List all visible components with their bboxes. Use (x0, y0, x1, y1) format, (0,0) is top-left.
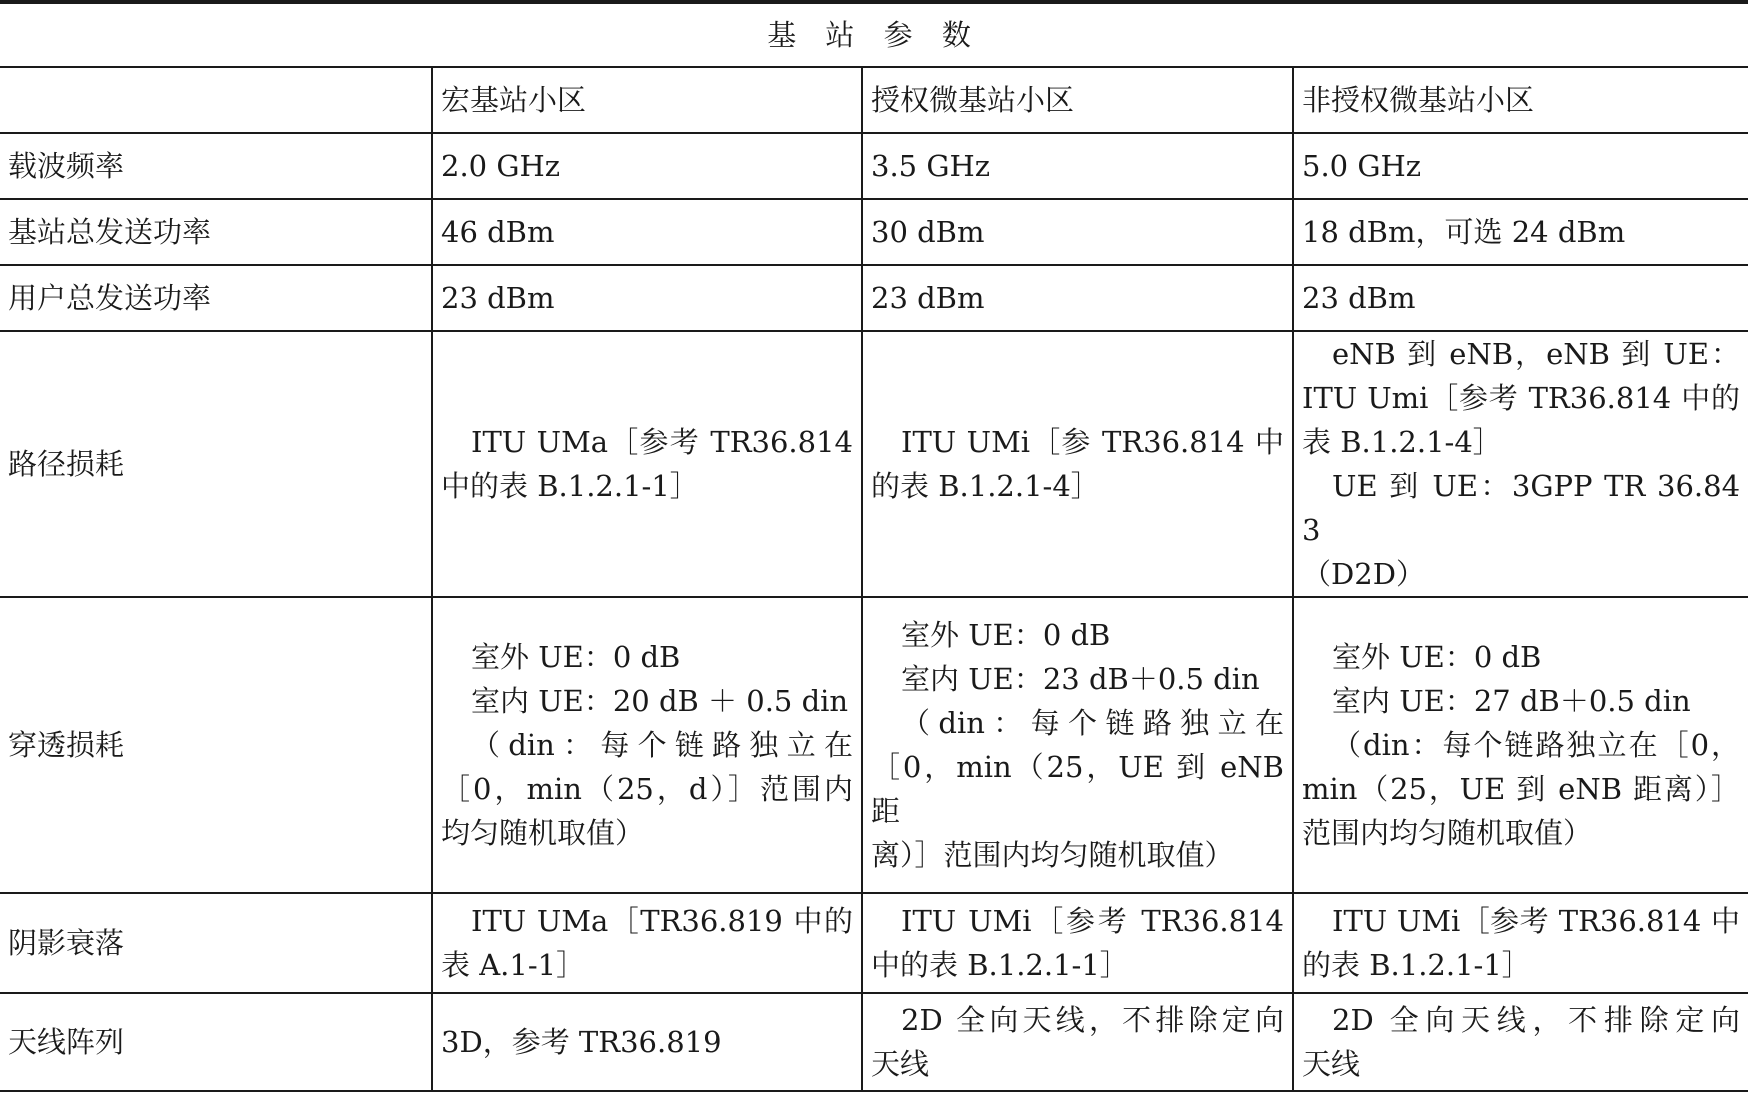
table-cell (1293, 331, 1748, 597)
header-corner (0, 67, 432, 133)
cell-line: ITU UMi［参 TR36.814 中 (901, 425, 1284, 459)
table-title-row (0, 4, 1748, 67)
table-cell (1293, 993, 1748, 1091)
cell-line: 中的表 B.1.2.1-1］ (441, 469, 699, 503)
table-cell (432, 331, 862, 597)
table-header-row (0, 67, 1748, 133)
cell-line: min（25，UE 到 eNB 距离）］ (1302, 772, 1741, 806)
cell-line: ITU Umi［参考 TR36.814 中的 (1302, 381, 1741, 415)
cell-line: （din：每个链路独立在 (901, 706, 1284, 740)
cell-line: 离）］范围内均匀随机取值） (871, 838, 1234, 872)
cell-line: ［0，min（25，d）］范围内 (441, 772, 853, 806)
cell-line: ITU UMi［参考 TR36.814 (901, 904, 1284, 938)
table-title: 基 站 参 数 (0, 4, 1748, 67)
table-cell: 23 dBm (862, 265, 1293, 331)
cell-line: （din：每个链路独立在［0， (1332, 728, 1741, 762)
header-unlicensed-micro-cell: 非授权微基站小区 (1293, 67, 1748, 133)
table-cell (862, 597, 1293, 893)
cell-line: ITU UMa［TR36.819 中的 (471, 904, 853, 938)
table-cell (1293, 893, 1748, 993)
cell-line: 表 B.1.2.1-4］ (1302, 425, 1502, 459)
table-cell: 5.0 GHz (1293, 133, 1748, 199)
table-row (0, 993, 1748, 1091)
table-cell (862, 993, 1293, 1091)
cell-line: eNB 到 eNB，eNB 到 UE： (1332, 337, 1741, 371)
row-label: 穿透损耗 (0, 597, 432, 893)
cell-line: 室内 UE：23 dB＋0.5 din (901, 662, 1260, 696)
cell-line: 室外 UE：0 dB (901, 618, 1111, 652)
cell-line: 天线 (871, 1047, 930, 1081)
cell-line: 2D 全向天线，不排除定向 (901, 1003, 1284, 1037)
table-cell (862, 893, 1293, 993)
cell-line: 中的表 B.1.2.1-1］ (871, 948, 1129, 982)
cell-line: 表 A.1-1］ (441, 948, 586, 982)
cell-line: 室外 UE：0 dB (1332, 640, 1542, 674)
cell-line: 天线 (1302, 1047, 1361, 1081)
cell-line: （din：每个链路独立在 (471, 728, 853, 762)
table-cell: 18 dBm，可选 24 dBm (1293, 199, 1748, 265)
table-cell: 23 dBm (432, 265, 862, 331)
table-row (0, 331, 1748, 597)
row-label: 用户总发送功率 (0, 265, 432, 331)
cell-line: ［0，min（25，UE 到 eNB 距 (871, 750, 1284, 828)
base-station-parameter-table (0, 4, 1748, 1092)
table-cell: 46 dBm (432, 199, 862, 265)
row-label: 基站总发送功率 (0, 199, 432, 265)
header-licensed-micro-cell: 授权微基站小区 (862, 67, 1293, 133)
table-cell: 3D，参考 TR36.819 (432, 993, 862, 1091)
table-cell (862, 331, 1293, 597)
cell-line: 的表 B.1.2.1-4］ (871, 469, 1100, 503)
row-label: 载波频率 (0, 133, 432, 199)
table-cell (432, 597, 862, 893)
cell-line: 2D 全向天线，不排除定向 (1332, 1003, 1741, 1037)
cell-line: 范围内均匀随机取值） (1302, 816, 1593, 850)
cell-line: 室内 UE：20 dB ＋ 0.5 din (471, 684, 849, 718)
cell-line: ITU UMa［参考 TR36.814 (471, 425, 853, 459)
table-cell (1293, 597, 1748, 893)
table-cell: 30 dBm (862, 199, 1293, 265)
table-row (0, 893, 1748, 993)
cell-line: 的表 B.1.2.1-1］ (1302, 948, 1531, 982)
table-cell: 2.0 GHz (432, 133, 862, 199)
row-label: 路径损耗 (0, 331, 432, 597)
cell-line: UE 到 UE：3GPP TR 36.843 (1302, 469, 1741, 547)
table-row (0, 199, 1748, 265)
table-row (0, 597, 1748, 893)
cell-line: （D2D） (1302, 557, 1425, 591)
cell-line: 均匀随机取值） (441, 816, 645, 850)
row-label: 天线阵列 (0, 993, 432, 1091)
table-cell (432, 893, 862, 993)
table-cell: 23 dBm (1293, 265, 1748, 331)
table-cell: 3.5 GHz (862, 133, 1293, 199)
table-row (0, 265, 1748, 331)
row-label: 阴影衰落 (0, 893, 432, 993)
cell-line: 室外 UE：0 dB (471, 640, 681, 674)
cell-line: ITU UMi［参考 TR36.814 中 (1332, 904, 1741, 938)
table-row (0, 133, 1748, 199)
cell-line: 室内 UE：27 dB＋0.5 din (1332, 684, 1691, 718)
header-macro-cell: 宏基站小区 (432, 67, 862, 133)
